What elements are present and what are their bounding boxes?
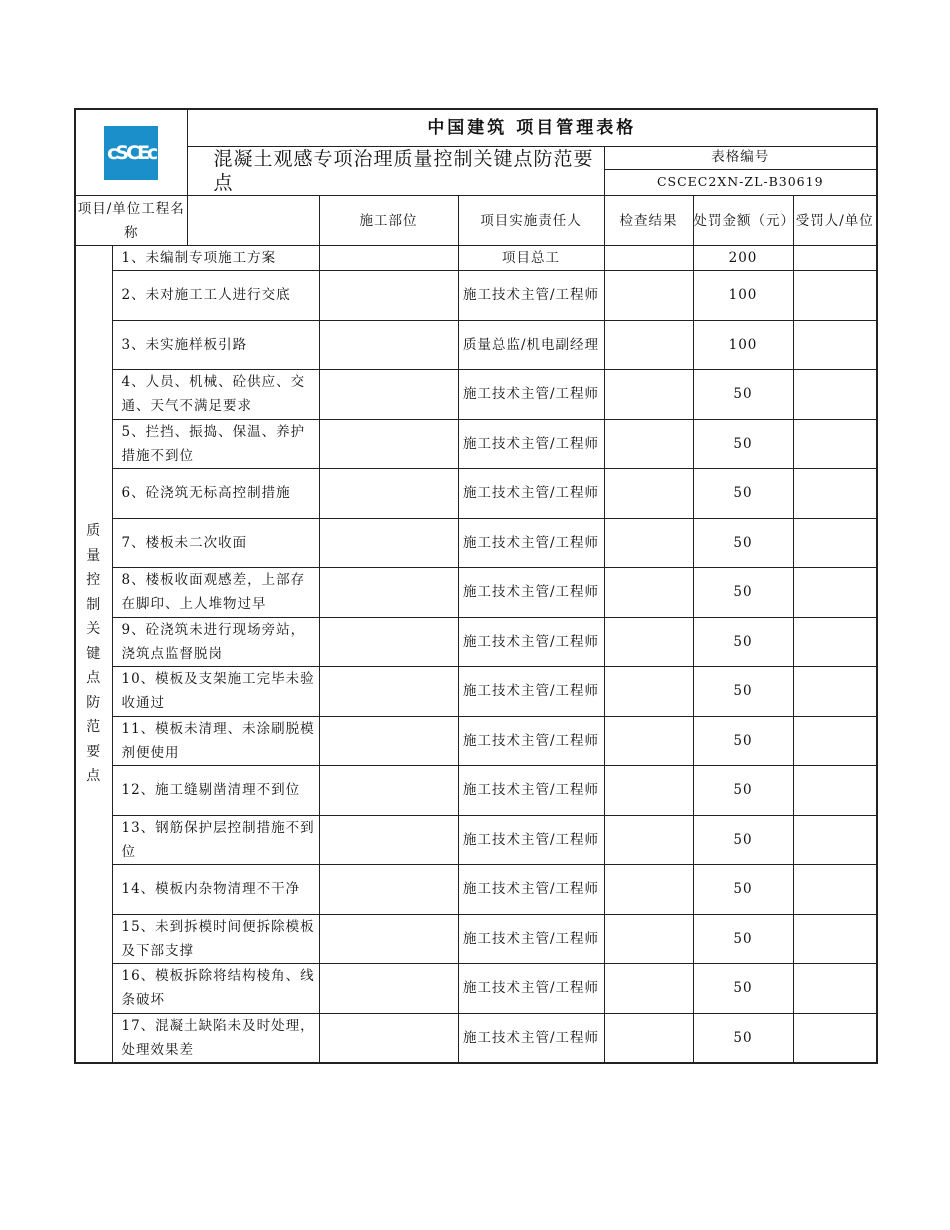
item-penalty: 50 [693, 964, 793, 1014]
item-responsible: 施工技术主管/工程师 [458, 766, 604, 816]
item-punished[interactable] [793, 766, 877, 816]
item-result[interactable] [604, 964, 693, 1014]
item-penalty: 50 [693, 865, 793, 915]
item-responsible: 施工技术主管/工程师 [458, 964, 604, 1014]
item-description: 2、未对施工工人进行交底 [112, 271, 319, 321]
brand-title: 中国建筑 项目管理表格 [187, 109, 877, 147]
table-row [75, 320, 877, 370]
item-location[interactable] [319, 518, 458, 568]
quality-control-form [74, 108, 878, 1064]
item-description: 17、混凝土缺陷未及时处理，处理效果差 [112, 1013, 319, 1063]
item-location[interactable] [319, 964, 458, 1014]
side-label-text: 质量控制关键点防范要点 [86, 523, 102, 785]
item-penalty: 100 [693, 320, 793, 370]
item-punished[interactable] [793, 914, 877, 964]
item-responsible: 施工技术主管/工程师 [458, 419, 604, 469]
item-description: 14、模板内杂物清理不干净 [112, 865, 319, 915]
item-description: 7、楼板未二次收面 [112, 518, 319, 568]
item-location[interactable] [319, 246, 458, 271]
item-punished[interactable] [793, 667, 877, 717]
item-result[interactable] [604, 617, 693, 667]
item-punished[interactable] [793, 865, 877, 915]
cscec-logo [104, 126, 158, 180]
item-punished[interactable] [793, 617, 877, 667]
item-responsible: 施工技术主管/工程师 [458, 617, 604, 667]
item-penalty: 50 [693, 518, 793, 568]
item-location[interactable] [319, 667, 458, 717]
table-row [75, 568, 877, 618]
item-punished[interactable] [793, 246, 877, 271]
col-result: 检查结果 [604, 196, 693, 246]
item-result[interactable] [604, 716, 693, 766]
col-responsible: 项目实施责任人 [458, 196, 604, 246]
item-penalty: 50 [693, 370, 793, 420]
item-location[interactable] [319, 419, 458, 469]
col-project-name: 项目/单位工程名称 [75, 196, 187, 246]
item-result[interactable] [604, 568, 693, 618]
item-responsible: 施工技术主管/工程师 [458, 518, 604, 568]
item-punished[interactable] [793, 320, 877, 370]
item-result[interactable] [604, 914, 693, 964]
item-punished[interactable] [793, 964, 877, 1014]
item-penalty: 50 [693, 419, 793, 469]
item-penalty: 100 [693, 271, 793, 321]
item-result[interactable] [604, 667, 693, 717]
table-row [75, 370, 877, 420]
item-location[interactable] [319, 271, 458, 321]
item-result[interactable] [604, 419, 693, 469]
table-row [75, 469, 877, 519]
item-description: 11、模板未清理、未涂刷脱模剂便使用 [112, 716, 319, 766]
form-frame [74, 108, 876, 1064]
item-penalty: 50 [693, 716, 793, 766]
item-punished[interactable] [793, 271, 877, 321]
form-code-value: CSCEC2XN-ZL-B30619 [604, 169, 877, 195]
item-result[interactable] [604, 469, 693, 519]
item-penalty: 50 [693, 667, 793, 717]
table-row [75, 865, 877, 915]
item-penalty: 50 [693, 815, 793, 865]
item-punished[interactable] [793, 419, 877, 469]
item-location[interactable] [319, 766, 458, 816]
item-result[interactable] [604, 766, 693, 816]
item-punished[interactable] [793, 370, 877, 420]
item-result[interactable] [604, 320, 693, 370]
project-name-value[interactable] [187, 196, 319, 246]
col-penalty: 处罚金额（元） [693, 196, 793, 246]
table-row [75, 766, 877, 816]
item-result[interactable] [604, 1013, 693, 1063]
item-responsible: 施工技术主管/工程师 [458, 1013, 604, 1063]
table-row [75, 271, 877, 321]
item-location[interactable] [319, 865, 458, 915]
item-location[interactable] [319, 370, 458, 420]
col-punished: 受罚人/单位 [793, 196, 877, 246]
item-result[interactable] [604, 370, 693, 420]
table-row [75, 1013, 877, 1063]
item-punished[interactable] [793, 815, 877, 865]
item-responsible: 施工技术主管/工程师 [458, 716, 604, 766]
item-description: 12、施工缝剔凿清理不到位 [112, 766, 319, 816]
item-responsible: 施工技术主管/工程师 [458, 469, 604, 519]
item-description: 5、拦挡、振捣、保温、养护措施不到位 [112, 419, 319, 469]
item-penalty: 50 [693, 469, 793, 519]
item-description: 8、楼板收面观感差，上部存在脚印、上人堆物过早 [112, 568, 319, 618]
item-location[interactable] [319, 815, 458, 865]
item-result[interactable] [604, 815, 693, 865]
col-location: 施工部位 [319, 196, 458, 246]
table-row [75, 617, 877, 667]
logo-cell [75, 109, 187, 196]
item-penalty: 50 [693, 568, 793, 618]
item-responsible: 施工技术主管/工程师 [458, 271, 604, 321]
item-result[interactable] [604, 246, 693, 271]
item-location[interactable] [319, 617, 458, 667]
item-description: 13、钢筋保护层控制措施不到位 [112, 815, 319, 865]
item-responsible: 施工技术主管/工程师 [458, 568, 604, 618]
item-location[interactable] [319, 716, 458, 766]
item-description: 9、砼浇筑未进行现场旁站，浇筑点监督脱岗 [112, 617, 319, 667]
item-location[interactable] [319, 568, 458, 618]
table-row [75, 419, 877, 469]
item-penalty: 50 [693, 914, 793, 964]
table-row [75, 518, 877, 568]
table-row [75, 914, 877, 964]
side-label [75, 246, 112, 1064]
item-responsible: 质量总监/机电副经理 [458, 320, 604, 370]
item-description: 6、砼浇筑无标高控制措施 [112, 469, 319, 519]
item-penalty: 200 [693, 246, 793, 271]
item-responsible: 施工技术主管/工程师 [458, 914, 604, 964]
item-punished[interactable] [793, 469, 877, 519]
item-location[interactable] [319, 320, 458, 370]
item-description: 15、未到拆模时间便拆除模板及下部支撑 [112, 914, 319, 964]
item-result[interactable] [604, 518, 693, 568]
item-location[interactable] [319, 469, 458, 519]
item-responsible: 施工技术主管/工程师 [458, 370, 604, 420]
item-punished[interactable] [793, 1013, 877, 1063]
table-row [75, 815, 877, 865]
item-result[interactable] [604, 865, 693, 915]
item-penalty: 50 [693, 1013, 793, 1063]
item-location[interactable] [319, 914, 458, 964]
item-responsible: 施工技术主管/工程师 [458, 667, 604, 717]
item-description: 1、未编制专项施工方案 [112, 246, 319, 271]
item-responsible: 施工技术主管/工程师 [458, 865, 604, 915]
item-result[interactable] [604, 271, 693, 321]
item-responsible: 施工技术主管/工程师 [458, 815, 604, 865]
item-punished[interactable] [793, 716, 877, 766]
item-description: 16、模板拆除将结构棱角、线条破坏 [112, 964, 319, 1014]
item-description: 3、未实施样板引路 [112, 320, 319, 370]
logo-text: cSCEc [107, 141, 156, 164]
document-title: 混凝土观感专项治理质量控制关键点防范要点 [187, 147, 604, 196]
table-row [75, 667, 877, 717]
table-row [75, 716, 877, 766]
item-description: 4、人员、机械、砼供应、交通、天气不满足要求 [112, 370, 319, 420]
item-description: 10、模板及支架施工完毕未验收通过 [112, 667, 319, 717]
table-row [75, 964, 877, 1014]
item-penalty: 50 [693, 617, 793, 667]
item-location[interactable] [319, 1013, 458, 1063]
item-responsible: 项目总工 [458, 246, 604, 271]
form-code-label: 表格编号 [604, 147, 877, 170]
item-penalty: 50 [693, 766, 793, 816]
item-punished[interactable] [793, 568, 877, 618]
table-row [75, 246, 877, 271]
item-punished[interactable] [793, 518, 877, 568]
